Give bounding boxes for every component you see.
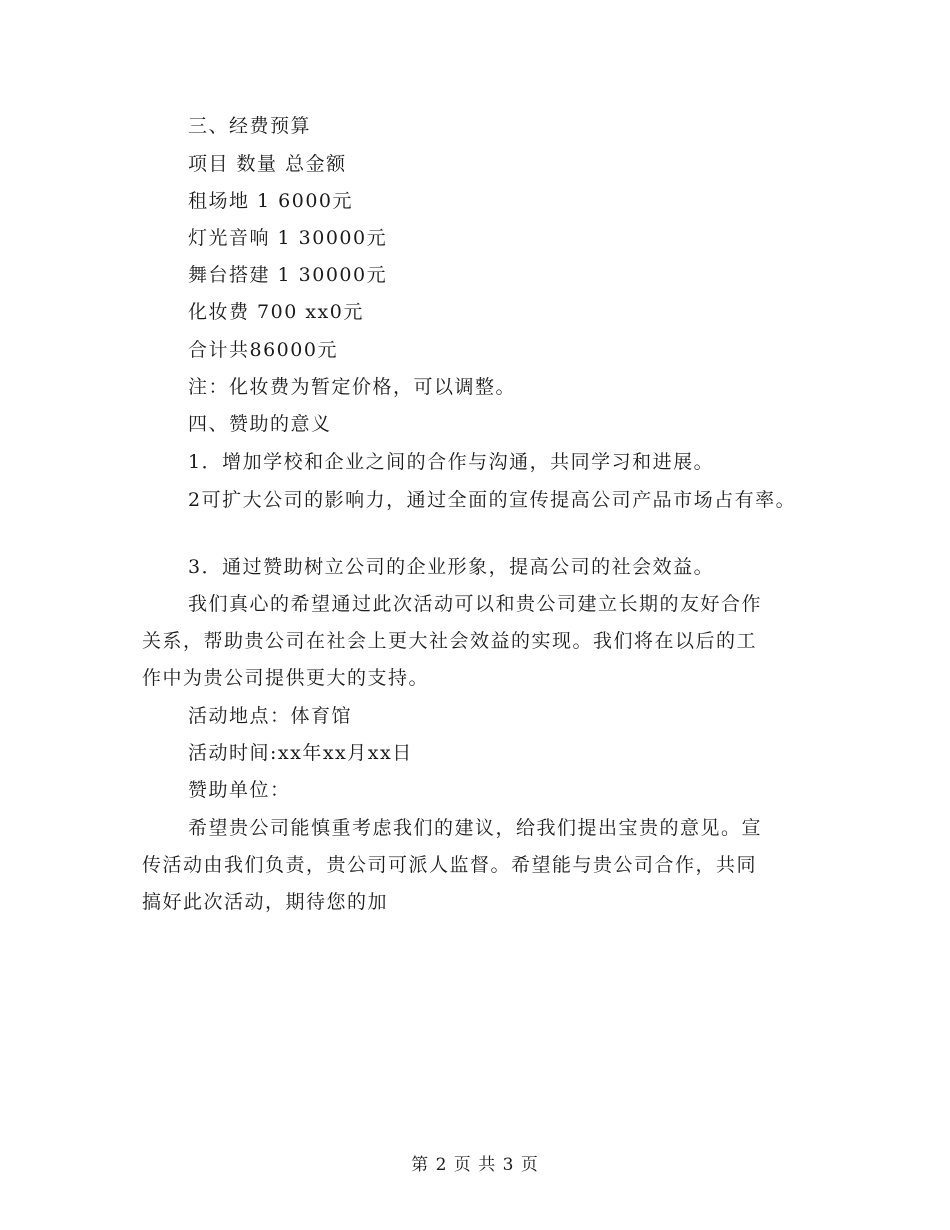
budget-note: 注：化妆费为暂定价格，可以调整。 — [188, 376, 517, 398]
sponsor-unit: 赞助单位： — [188, 779, 291, 801]
budget-total: 合计共86000元 — [188, 339, 338, 361]
significance-item-2: 2可扩大公司的影响力，通过全面的宣传提高公司产品市场占有率。 — [188, 489, 797, 511]
section-heading-significance: 四、赞助的意义 — [188, 413, 332, 435]
closing-paragraph-line-2: 关系，帮助贵公司在社会上更大社会效益的实现。我们将在以后的工 — [142, 630, 758, 652]
closing-paragraph-line-3: 作中为贵公司提供更大的支持。 — [142, 667, 430, 689]
final-paragraph-line-1: 希望贵公司能慎重考虑我们的建议，给我们提出宝贵的意见。宣 — [188, 817, 763, 839]
event-location: 活动地点：体育馆 — [188, 705, 353, 727]
budget-row-lighting-sound: 灯光音响 1 30000元 — [188, 227, 388, 249]
significance-item-3: 3．通过赞助树立公司的企业形象，提高公司的社会效益。 — [188, 556, 715, 578]
budget-row-makeup: 化妆费 700 xx0元 — [188, 301, 364, 323]
final-paragraph-line-2: 传活动由我们负责，贵公司可派人监督。希望能与贵公司合作，共同 — [142, 854, 758, 876]
final-paragraph-line-3: 搞好此次活动，期待您的加 — [142, 891, 389, 913]
budget-row-stage: 舞台搭建 1 30000元 — [188, 264, 388, 286]
significance-item-1: 1．增加学校和企业之间的合作与沟通，共同学习和进展。 — [188, 451, 715, 473]
budget-row-venue: 租场地 1 6000元 — [188, 190, 354, 212]
page-number-footer: 第 2 页 共 3 页 — [411, 1155, 539, 1175]
section-heading-budget: 三、经费预算 — [188, 115, 312, 137]
event-time: 活动时间:xx年xx月xx日 — [188, 742, 413, 764]
budget-table-header: 项目 数量 总金额 — [188, 153, 347, 175]
closing-paragraph-line-1: 我们真心的希望通过此次活动可以和贵公司建立长期的友好合作 — [188, 593, 763, 615]
